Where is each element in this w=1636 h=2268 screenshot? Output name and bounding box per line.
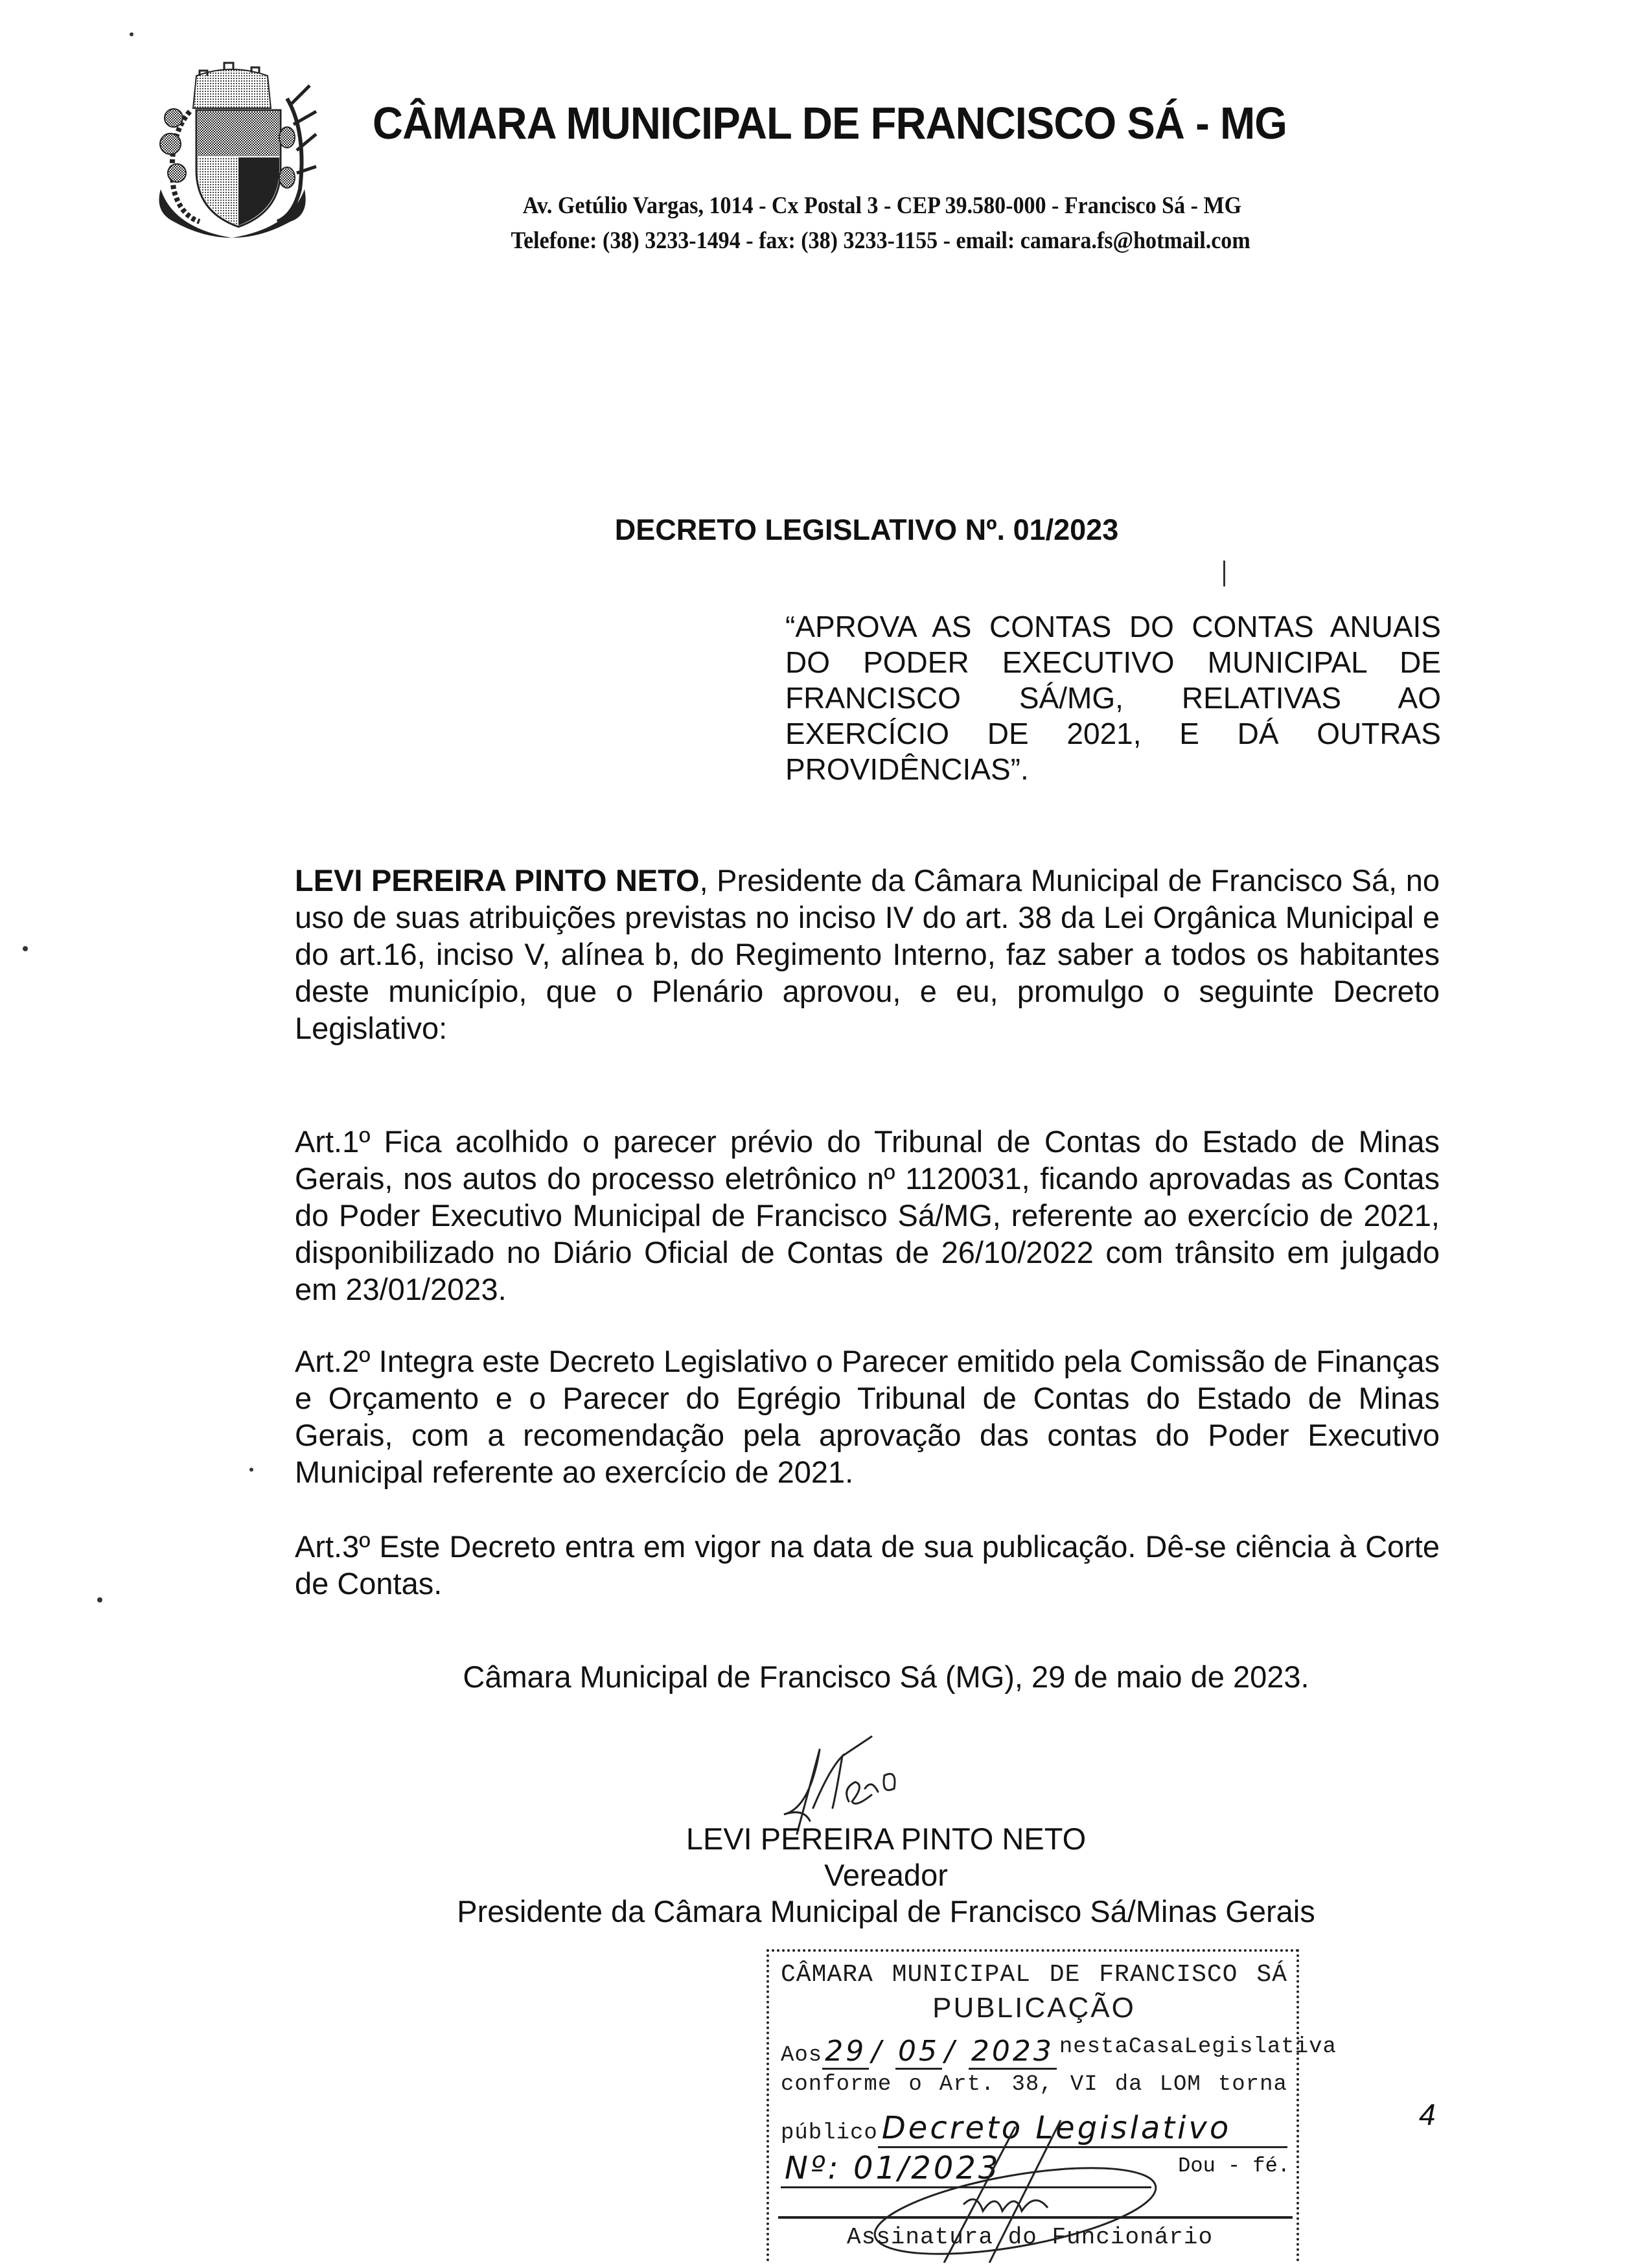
stamp-word: conforme <box>781 2072 892 2097</box>
stamp-dou-fe: Dou - fé. <box>1178 2154 1290 2178</box>
article-1: Art.1º Fica acolhido o parecer prévio do Tribunal de Contas do Estado de Minas Gerais, nos autos do processo eletrônico nº 1120031, ficando aprovadas as Contas do Poder Executivo Municipal de Francisco Sá/MG, referente ao exercício de 2021, disponibilizado no Diário Oficial de Contas de 26/10/2022 com trânsito em julgado em 23/01/2023. <box>295 1124 1440 1306</box>
stamp-org-word: SÁ <box>1256 1961 1287 1989</box>
scan-artifact <box>1223 561 1225 586</box>
stamp-word: Casa <box>1128 2035 1184 2059</box>
publication-stamp <box>766 1949 1337 2262</box>
stamp-word: o <box>908 2072 923 2097</box>
stamp-handwritten-number: Nº: 01/2023 <box>781 2150 1151 2188</box>
president-name: LEVI PEREIRA PINTO NETO <box>295 863 700 897</box>
stamp-org-word: FRANCISCO <box>1099 1961 1238 1989</box>
scan-artifact <box>23 946 28 951</box>
stamp-org-word: MUNICIPAL <box>892 1961 1031 1989</box>
stamp-word: nesta <box>1059 2035 1129 2059</box>
stamp-word: 38, <box>1011 2072 1054 2097</box>
preamble-text: , Presidente da Câmara Municipal de Francisco Sá, no uso de suas atribuições previstas no inciso IV do art. 38 da Lei Orgânica Municipal e do art.16, inciso V, alínea b, do Regimento Interno, faz saber a todos os habitantes deste município, que o Plenário aprovou, e eu, promulgo o seguinte Decreto Legislativo: <box>295 863 1440 1045</box>
stamp-date-month: 05 <box>895 2035 942 2070</box>
stamp-publico-label: público <box>781 2121 878 2146</box>
signer-office: Presidente da Câmara Municipal de Francisco Sá/Minas Gerais <box>457 1894 1315 1928</box>
stamp-org-word: DE <box>1049 1961 1081 1989</box>
decree-title: DECRETO LEGISLATIVO Nº. 01/2023 <box>614 513 1119 546</box>
stamp-date-year: 2023 <box>969 2035 1057 2070</box>
page-number: 4 <box>1419 2098 1436 2131</box>
letterhead-contact: Telefone: (38) 3233-1494 - fax: (38) 3233-1155 - email: camara.fs@hotmail.com <box>511 227 1250 254</box>
stamp-signature-line <box>778 2216 1293 2219</box>
stamp-handwritten-document: Decreto Legislativo <box>878 2110 1287 2148</box>
signer-name: LEVI PEREIRA PINTO NETO <box>686 1822 1087 1856</box>
signer-role: Vereador <box>824 1858 948 1892</box>
stamp-aos-label: Aos <box>781 2043 823 2068</box>
article-2: Art.2º Integra este Decreto Legislativo o Parecer emitido pela Comissão de Finanças e Orçamento e o Parecer do Egrégio Tribunal de Contas do Estado de Minas Gerais, com a recomendação pela aprovação das contas do Poder Executivo Municipal referente ao exercício de 2021. <box>295 1344 1440 1489</box>
stamp-word: torna <box>1217 2072 1287 2097</box>
decree-ementa: “APROVA AS CONTAS DO CONTAS ANUAIS DO PODER EXECUTIVO MUNICIPAL DE FRANCISCO SÁ/MG, RELATIVAS AO EXERCÍCIO DE 2021, E DÁ OUTRAS PROVIDÊNCIAS”. <box>785 610 1441 786</box>
scan-artifact <box>97 1597 102 1603</box>
stamp-organization <box>781 1961 1287 1989</box>
letterhead-title: CÂMARA MUNICIPAL DE FRANCISCO SÁ - MG <box>373 98 1287 148</box>
stamp-word: Art. <box>939 2072 995 2097</box>
scan-artifact <box>130 32 133 36</box>
stamp-word: VI <box>1070 2072 1098 2097</box>
stamp-date-day: 29 <box>822 2035 869 2070</box>
scan-artifact <box>249 1468 253 1472</box>
article-3: Art.3º Este Decreto entra em vigor na data de sua publicação. Dê-se ciência à Corte de Contas. <box>295 1529 1440 1601</box>
stamp-signature-label: Assinatura do Funcionário <box>847 2224 1214 2251</box>
stamp-word: Legislativa <box>1184 2035 1337 2059</box>
preamble-paragraph <box>295 862 1440 1047</box>
stamp-word: da <box>1114 2072 1143 2097</box>
letterhead-address: Av. Getúlio Vargas, 1014 - Cx Postal 3 - CEP 39.580-000 - Francisco Sá - MG <box>522 192 1242 219</box>
stamp-org-word: CÂMARA <box>781 1961 873 1989</box>
stamp-date-line: Aos29 / 05 / 2023 nesta Casa Legislativa <box>781 2035 1287 2068</box>
stamp-word: LOM <box>1159 2072 1201 2097</box>
place-and-date: Câmara Municipal de Francisco Sá (MG), 29 de maio de 2023. <box>463 1660 1309 1694</box>
stamp-legal-basis-line <box>781 2072 1287 2097</box>
stamp-title: PUBLICAÇÃO <box>932 1992 1136 2024</box>
